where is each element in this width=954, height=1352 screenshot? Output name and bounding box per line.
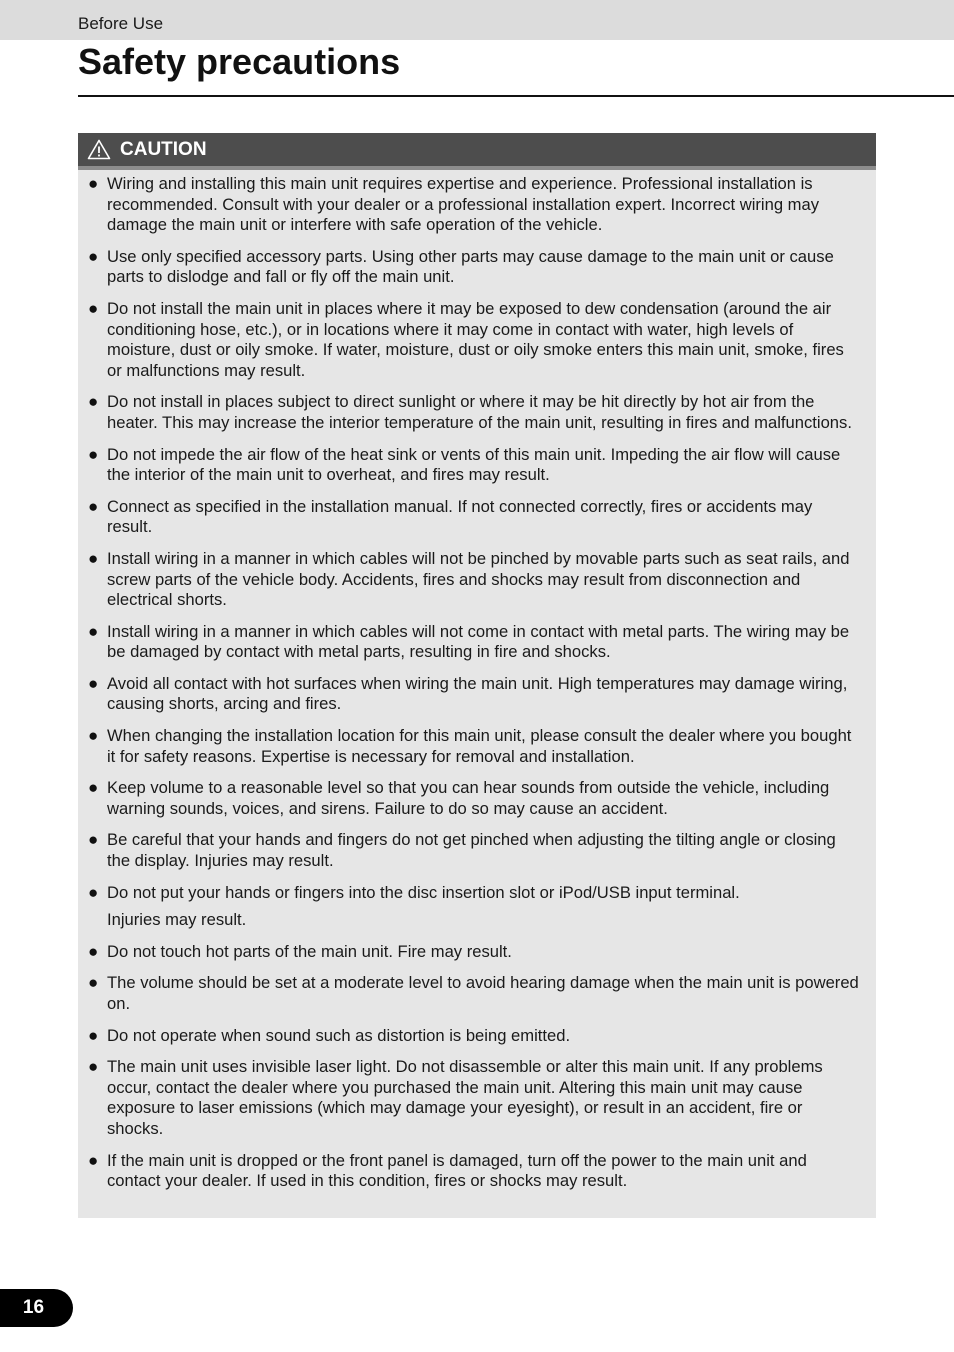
- caution-item-main-text: Connect as specified in the installation manual. If not connected correctly, fires or accidents may result.: [107, 496, 813, 537]
- bullet-icon: ●: [88, 941, 99, 961]
- caution-item: [88, 1151, 862, 1192]
- section-label: Before Use: [78, 14, 164, 33]
- bullet-icon: ●: [88, 298, 99, 318]
- caution-item: [88, 392, 862, 433]
- caution-item-text: [107, 247, 862, 288]
- bullet-icon: ●: [88, 621, 99, 641]
- caution-item-text: [107, 830, 862, 871]
- bullet-icon: ●: [88, 673, 99, 693]
- caution-item-main-text: Do not operate when sound such as distortion is being emitted.: [107, 1025, 571, 1045]
- caution-item: [88, 1026, 862, 1047]
- title-rule: [78, 95, 954, 97]
- caution-item-text: [107, 622, 862, 663]
- caution-item-text: [107, 942, 862, 963]
- caution-item-main-text: The main unit uses invisible laser light. Do not disassemble or alter this main unit. If any problems occur, contact the dealer where you purchased the main unit. Altering this main unit may cause exposure to laser emissions (which may damage your eyesight), or result in an accident, fire or shocks.: [107, 1057, 823, 1138]
- bullet-icon: ●: [88, 174, 99, 193]
- caution-item-text: [107, 549, 862, 611]
- caution-item-text: [107, 174, 862, 236]
- bullet-icon: ●: [88, 444, 99, 464]
- bullet-icon: ●: [88, 548, 99, 568]
- bullet-icon: ●: [88, 726, 99, 746]
- caution-item: [88, 1057, 862, 1139]
- caution-item: [88, 778, 862, 819]
- caution-item-main-text: If the main unit is dropped or the front panel is damaged, turn off the power to the main unit and contact your dealer. If used in this condition, fires or shocks may result.: [107, 1150, 807, 1191]
- bullet-icon: ●: [88, 392, 99, 412]
- page-title: Safety precautions: [78, 41, 401, 82]
- bullet-icon: ●: [88, 778, 99, 798]
- caution-item-text: [107, 392, 862, 433]
- caution-item: [88, 973, 862, 1014]
- caution-item-main-text: Keep volume to a reasonable level so that you can hear sounds from outside the vehicle, including warning sounds, voices, and sirens. Failure to do so may cause an accident.: [107, 778, 830, 818]
- caution-item: [88, 549, 862, 611]
- caution-item-text: [107, 1026, 862, 1047]
- caution-item-main-text: Do not impede the air flow of the heat sink or vents of this main unit. Impeding the air flow will cause the interior of the main unit to overheat, and fires may result.: [107, 444, 841, 485]
- caution-item: [88, 622, 862, 663]
- caution-item-text: [107, 726, 862, 767]
- caution-item: [88, 942, 862, 963]
- caution-item-main-text: Do not put your hands or fingers into the disc insertion slot or iPod/USB input terminal.: [107, 882, 740, 902]
- page-number: 16: [22, 1297, 45, 1318]
- caution-item: [88, 497, 862, 538]
- caution-item: [88, 726, 862, 767]
- bullet-icon: ●: [88, 1150, 99, 1170]
- caution-item: [88, 883, 862, 931]
- caution-item-main-text: Avoid all contact with hot surfaces when wiring the main unit. High temperatures may damage wiring, causing shorts, arcing and fires.: [107, 673, 848, 714]
- caution-item-main-text: Do not install in places subject to direct sunlight or where it may be hit directly by hot air from the heater. This may increase the interior temperature of the main unit, resulting in fires and malfunctions.: [107, 392, 852, 432]
- caution-item-main-text: When changing the installation location for this main unit, please consult the dealer where you bought it for safety reasons. Expertise is necessary for removal and installation.: [107, 726, 852, 766]
- caution-item-main-text: The volume should be set at a moderate level to avoid hearing damage when the main unit is powered on.: [107, 973, 859, 1013]
- caution-item-sub-text: Injuries may result.: [107, 910, 247, 930]
- bullet-icon: ●: [88, 496, 99, 516]
- caution-item-text: [107, 883, 862, 931]
- caution-item-main-text: Do not touch hot parts of the main unit. Fire may result.: [107, 941, 512, 961]
- caution-item-text: [107, 445, 862, 486]
- caution-item: [88, 445, 862, 486]
- caution-item: [88, 174, 862, 236]
- bullet-icon: ●: [88, 973, 99, 993]
- caution-item: [88, 299, 862, 381]
- caution-item-text: [107, 674, 862, 715]
- caution-item-main-text: Be careful that your hands and fingers do not get pinched when adjusting the tilting angle or closing the display. Injuries may result.: [107, 830, 836, 871]
- caution-box: [78, 133, 876, 1218]
- bullet-icon: ●: [88, 1057, 99, 1077]
- caution-item-main-text: Wiring and installing this main unit requires expertise and experience. Professional installation is recommended. Consult with your dealer or a professional installation expert. Incorrect wiring may damage the main unit or interfere with safe operation of the vehicle.: [107, 174, 820, 235]
- caution-item: [88, 247, 862, 288]
- bullet-icon: ●: [88, 246, 99, 266]
- caution-item-main-text: Use only specified accessory parts. Using other parts may cause damage to the main unit or cause parts to dislodge and fall or fly off the main unit.: [107, 246, 834, 287]
- caution-item: [88, 830, 862, 871]
- caution-item-main-text: Do not install the main unit in places where it may be exposed to dew condensation (around the air conditioning hose, etc.), or in locations where it may come in contact with water, high levels of moisture, dust or oily smoke. If water, moisture, dust or oily smoke enters this main unit, smoke, fires or malfunctions may result.: [107, 298, 844, 380]
- caution-item-text: [107, 299, 862, 381]
- caution-item-main-text: Install wiring in a manner in which cables will not come in contact with metal parts. The wiring may be be damaged by contact with metal parts, resulting in fire and shocks.: [107, 621, 850, 662]
- caution-label: CAUTION: [120, 138, 207, 160]
- caution-item-text: [107, 497, 862, 538]
- caution-header: [78, 133, 876, 170]
- bullet-icon: ●: [88, 882, 99, 902]
- caution-item-text: [107, 1151, 862, 1192]
- caution-list: [78, 170, 876, 1192]
- page-number-tab: [0, 1289, 73, 1327]
- caution-item-text: [107, 778, 862, 819]
- warning-triangle-icon: [87, 139, 111, 160]
- bullet-icon: ●: [88, 830, 99, 850]
- caution-item-text: [107, 1057, 862, 1139]
- bullet-icon: ●: [88, 1025, 99, 1045]
- caution-item-main-text: Install wiring in a manner in which cables will not be pinched by movable parts such as seat rails, and screw parts of the vehicle body. Accidents, fires and shocks may result from disconnection and electrical shorts.: [107, 548, 850, 610]
- caution-item-text: [107, 973, 862, 1014]
- caution-item: [88, 674, 862, 715]
